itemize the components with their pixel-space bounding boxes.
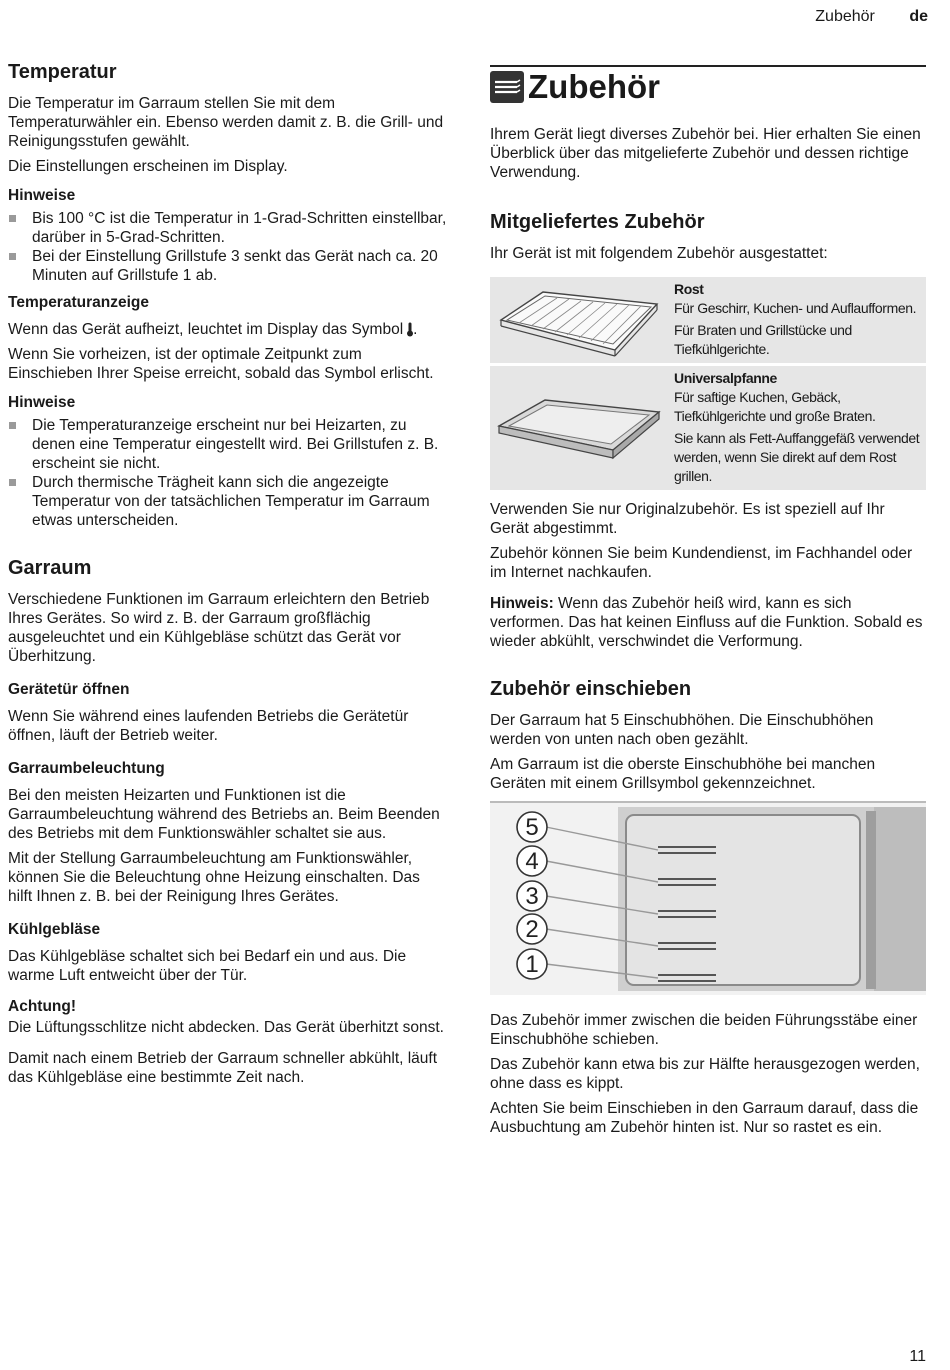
level-label-2: 2 (525, 916, 539, 943)
einschieben-p1: Der Garraum hat 5 Einschubhöhen. Die Einschubhöhen werden von unten nach oben gezählt. (490, 712, 874, 748)
level-label-5: 5 (525, 814, 539, 841)
hinweise-heading: Hinweise (8, 187, 76, 204)
kuehlgeblaese-p1: Das Kühlgebläse schaltet sich bei Bedarf ein und aus. Die warme Luft entweicht über der Tür. (8, 948, 407, 984)
header-section: Zubehör (815, 8, 875, 25)
geraetetuer-p1: Wenn Sie während eines laufenden Betriebs die Gerätetür öffnen, läuft der Betrieb weiter. (8, 708, 409, 744)
temperatur-p1: Die Temperatur im Garraum stellen Sie mit dem Temperaturwähler ein. Ebenso werden damit z. B. die Grill- und Reinigungsstufen gewählt. (8, 95, 444, 150)
accessory-table (490, 277, 926, 490)
garraum-heading: Garraum (8, 557, 92, 579)
page-number: 11 (909, 1348, 926, 1365)
einschieben-heading: Zubehör einschieben (490, 678, 692, 700)
level-label-1: 1 (525, 951, 539, 978)
kuehlgeblaese-heading: Kühlgebläse (8, 921, 101, 938)
hinweis-text: Wenn das Zubehör heiß wird, kann es sich verformen. Das hat keinen Einfluss auf die Funktion. Sobald es wieder abkühlt, verschwindet die Verformung. (490, 595, 923, 650)
universalpfanne-name: Universalpfanne (674, 370, 777, 386)
einschieben-p4: Das Zubehör kann etwa bis zur Hälfte herausgezogen werden, ohne dass es kippt. (490, 1056, 920, 1092)
temperaturanzeige-p2: Wenn Sie vorheizen, ist der optimale Zeitpunkt zum Einschieben Ihrer Speise erreicht, sobald das Symbol erlischt. (8, 346, 434, 382)
mitgeliefert-p1: Verwenden Sie nur Originalzubehör. Es ist speziell auf Ihr Gerät abgestimmt. (490, 501, 885, 537)
einschieben-p5: Achten Sie beim Einschieben in den Garraum darauf, dass die Ausbuchtung am Zubehör hinten ist. Nur so rastet es ein. (490, 1100, 919, 1136)
beleuchtung-p1: Bei den meisten Heizarten und Funktionen ist die Garraumbeleuchtung während des Betriebs an. Beim Beenden des Betriebs mit dem Funktionswähler schaltet sie aus. (8, 787, 440, 842)
mitgeliefert-p2: Zubehör können Sie beim Kundendienst, im Fachhandel oder im Internet nachkaufen. (490, 545, 913, 581)
universalpfanne-line-1: Für saftige Kuchen, Gebäck, Tiefkühlgerichte und große Braten. (674, 389, 876, 424)
hinweis-paragraph (490, 594, 926, 651)
hinweise2-list (8, 416, 448, 530)
universalpfanne-image (490, 366, 666, 490)
list-item: Die Temperaturanzeige erscheint nur bei Heizarten, zu denen eine Temperatur eingestellt wird. Bei Grillstufen z. B. erscheint sie nicht. (8, 416, 448, 473)
beleuchtung-heading: Garraumbeleuchtung (8, 760, 165, 777)
temperaturanzeige-p1: Wenn das Gerät aufheizt, leuchtet im Display das Symbol . (8, 321, 418, 338)
rost-name: Rost (674, 281, 704, 297)
level-label-3: 3 (525, 883, 539, 910)
garraum-p1: Verschiedene Funktionen im Garraum erleichtern den Betrieb Ihres Gerätes. So wird z. B. der Garraum großflächig ausgeleuchtet und ein Kühlgebläse schützt das Gerät vor Überhitzung. (8, 591, 430, 665)
thermometer-icon (406, 322, 412, 336)
universalpfanne-line-2: Sie kann als Fett-Auffanggefäß verwendet werden, wenn Sie direkt auf dem Rost grillen. (674, 430, 920, 484)
hinweise-list (8, 209, 448, 285)
temperatur-p2: Die Einstellungen erscheinen im Display. (8, 158, 288, 175)
level-label-4: 4 (525, 848, 539, 875)
list-item: Bei der Einstellung Grillstufe 3 senkt das Gerät nach ca. 20 Minuten auf Grillstufe 1 ab. (8, 247, 448, 285)
rost-line-1: Für Geschirr, Kuchen- und Auflaufformen. (674, 300, 917, 316)
accessory-row-universalpfanne (490, 366, 926, 490)
list-item: Bis 100 °C ist die Temperatur in 1-Grad-Schritten einstellbar, darüber in 5-Grad-Schritten. (8, 209, 448, 247)
temperaturanzeige-heading: Temperaturanzeige (8, 294, 149, 311)
einschieben-p3: Das Zubehör immer zwischen die beiden Führungsstäbe einer Einschubhöhe schieben. (490, 1012, 918, 1048)
rost-image (490, 277, 666, 363)
achtung-heading: Achtung! (8, 998, 77, 1015)
rost-description (666, 277, 926, 363)
rost-line-2: Für Braten und Grillstücke und Tiefkühlgerichte. (674, 322, 852, 357)
einschieben-p2: Am Garraum ist die oberste Einschubhöhe bei manchen Geräten mit einem Grillsymbol gekennzeichnet. (490, 756, 876, 792)
kuehlgeblaese-p2: Damit nach einem Betrieb der Garraum schneller abkühlt, läuft das Kühlgebläse eine bestimmte Zeit nach. (8, 1050, 438, 1086)
chapter-icon (490, 71, 524, 103)
hinweise2-heading: Hinweise (8, 394, 76, 411)
oven-shelf-diagram (490, 801, 926, 997)
list-item: Durch thermische Trägheit kann sich die angezeigte Temperatur von der tatsächlichen Temperatur im Garraum etwas unterscheiden. (8, 473, 448, 530)
zubehoer-title: Zubehör (528, 68, 660, 105)
beleuchtung-p2: Mit der Stellung Garraumbeleuchtung am Funktionswähler, können Sie die Beleuchtung ohne Heizung einschalten. Das hilft Ihnen z. B. bei der Reinigung Ihres Gerätes. (8, 850, 420, 905)
universalpfanne-description (666, 366, 926, 490)
accessory-row-rost (490, 277, 926, 363)
mitgeliefert-intro: Ihr Gerät ist mit folgendem Zubehör ausgestattet: (490, 245, 828, 262)
mitgeliefert-heading: Mitgeliefertes Zubehör (490, 211, 705, 233)
zubehoer-chapter-heading (490, 65, 926, 105)
left-column (8, 60, 448, 1093)
hinweis-label: Hinweis: (490, 595, 554, 612)
page-header (815, 8, 928, 26)
header-lang: de (909, 8, 928, 25)
right-column (490, 60, 926, 1143)
temperatur-heading: Temperatur (8, 61, 117, 83)
zubehoer-intro: Ihrem Gerät liegt diverses Zubehör bei. Hier erhalten Sie einen Überblick über das mitgelieferte Zubehör und dessen richtige Verwendung. (490, 126, 921, 181)
achtung-text: Die Lüftungsschlitze nicht abdecken. Das Gerät überhitzt sonst. (8, 1019, 444, 1036)
geraetetuer-heading: Gerätetür öffnen (8, 681, 130, 698)
